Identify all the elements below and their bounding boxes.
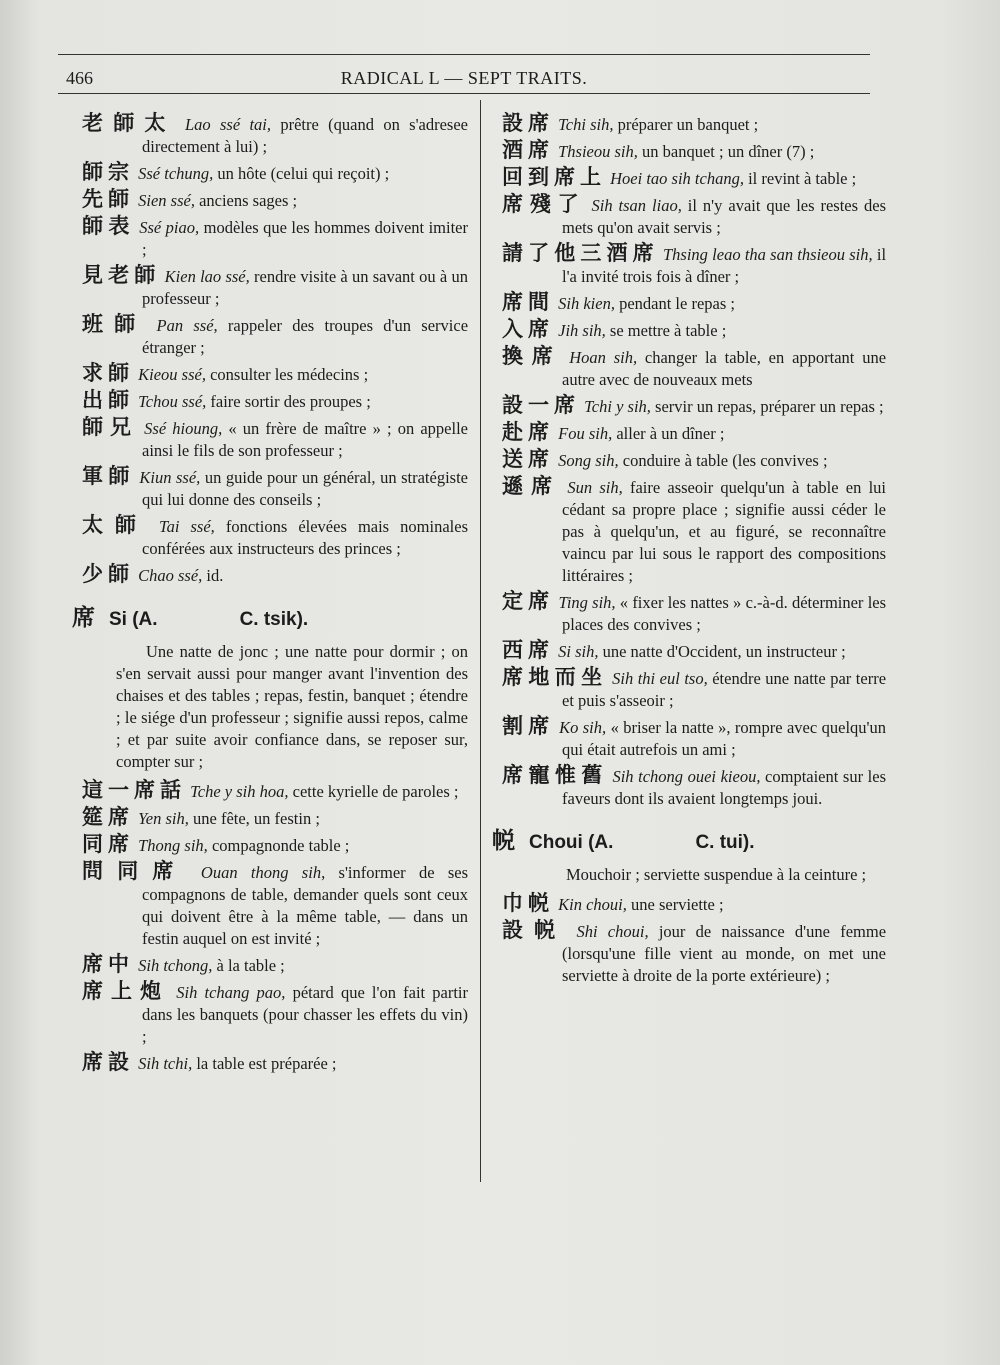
entry-definition: rappeler des troupes d'un service étranger ; <box>142 316 469 357</box>
entry-chinese: 席間 <box>502 290 554 314</box>
entry-chinese: 先師 <box>82 187 134 211</box>
dictionary-entry <box>72 161 468 185</box>
entry-chinese: 赴席 <box>502 420 554 444</box>
entry-romanization: Ssé hioung, <box>144 419 223 438</box>
entry-definition: à la table ; <box>212 956 285 975</box>
entry-definition: la table est préparée ; <box>192 1054 337 1073</box>
entry-romanization: Thsing leao tha san thsieou sih, <box>662 245 873 264</box>
dictionary-entry <box>72 188 468 212</box>
entry-chinese: 設一席 <box>502 393 580 417</box>
dictionary-entry <box>492 345 886 391</box>
dictionary-entry <box>492 112 886 136</box>
entry-romanization: Sih tchong ouei kieou, <box>612 767 761 786</box>
dictionary-entry <box>492 139 886 163</box>
entry-definition: une serviette ; <box>626 895 724 914</box>
entry-chinese: 設帨 <box>502 918 567 942</box>
entry-definition: servir un repas, préparer un repas ; <box>650 397 884 416</box>
entry-definition: faire asseoir quelqu'un à table en lui cédant sa propre place ; signifie aussi céder le pas à quelqu'un, et au figuré, se reconnaître vaincu par lui sous le rapport des compositions littéraires ; <box>562 478 886 585</box>
entry-definition: se mettre à table ; <box>605 321 727 340</box>
entry-chinese: 請了他三酒席 <box>502 241 659 265</box>
entry-chinese: 班師 <box>82 312 147 336</box>
entry-definition: aller à un dîner ; <box>612 424 725 443</box>
entry-romanization: Hoan sih, <box>569 348 638 367</box>
dictionary-entry <box>492 892 886 916</box>
entry-definition: rendre visite à un savant ou à un professeur ; <box>142 267 468 308</box>
entry-chinese: 太師 <box>82 513 148 537</box>
entry-definition: comptaient sur les faveurs dont ils avaient longtemps joui. <box>562 767 887 808</box>
dictionary-entry <box>72 860 468 950</box>
dictionary-entry <box>492 421 886 445</box>
dictionary-entry <box>492 715 886 761</box>
entry-list-right-bottom <box>492 892 886 987</box>
dictionary-entry <box>72 563 468 587</box>
headword-si <box>72 607 468 631</box>
entry-romanization: Thong sih, <box>138 836 208 855</box>
dictionary-entry <box>72 416 468 462</box>
headword-character: 帨 <box>492 828 515 854</box>
dictionary-entry <box>72 215 468 261</box>
dictionary-entry <box>72 779 468 803</box>
dictionary-entry <box>492 475 886 587</box>
entry-definition: fonctions élevées mais nominales conférées aux instructeurs des princes ; <box>142 517 468 558</box>
headword-definition: Mouchoir ; serviette suspendue à la ceinture ; <box>566 865 867 884</box>
dictionary-entry <box>492 639 886 663</box>
entry-list-right <box>492 112 886 810</box>
dictionary-entry <box>72 806 468 830</box>
header-title: RADICAL L — SEPT TRAITS. <box>340 68 588 88</box>
entry-romanization: Yen sih, <box>138 809 189 828</box>
entry-romanization: Ting sih, <box>558 593 616 612</box>
dictionary-entry <box>72 389 468 413</box>
entry-chinese: 席殘了 <box>502 192 586 216</box>
entry-definition: jour de naissance d'une femme (lorsqu'une fille vient au monde, on met une serviette à droite de la porte extérieure) ; <box>562 922 887 985</box>
right-column <box>492 112 886 990</box>
dictionary-entry <box>492 291 886 315</box>
page-number: 466 <box>66 68 93 88</box>
headword-cantonese: C. tui). <box>695 832 755 853</box>
entry-chinese: 席寵惟舊 <box>502 763 608 787</box>
entry-romanization: Thsieou sih, <box>558 142 638 161</box>
headword-character: 席 <box>72 605 95 631</box>
dictionary-entry <box>492 193 886 239</box>
dictionary-entry <box>492 919 886 987</box>
entry-romanization: Sih thi eul tso, <box>612 669 708 688</box>
entry-romanization: Sih tchi, <box>138 1054 193 1073</box>
dictionary-entry <box>72 980 468 1048</box>
entry-chinese: 出師 <box>82 388 134 412</box>
entry-definition: changer la table, en apportant une autre avec de nouveaux mets <box>562 348 887 389</box>
entry-definition: consulter les médecins ; <box>205 365 369 384</box>
entry-romanization: Kiun ssé, <box>139 468 201 487</box>
entry-definition: prêtre (quand on s'adresee directement à lui) ; <box>142 115 469 156</box>
entry-definition: une natte d'Occident, un instructeur ; <box>598 642 846 661</box>
entry-romanization: Shi choui, <box>576 922 649 941</box>
entry-romanization: Sih tsan liao, <box>591 196 682 215</box>
entry-definition: faire sortir des proupes ; <box>206 392 371 411</box>
entry-definition: « fixer les nattes » c.-à-d. déterminer les places des convives ; <box>562 593 887 634</box>
entry-chinese: 老師太 <box>82 111 176 135</box>
entry-chinese: 割席 <box>502 714 555 738</box>
entry-definition: s'informer de ses compagnons de table, demander quels sont ceux qui doivent être à la même table, — dans un festin auquel on est invité ; <box>142 863 469 948</box>
entry-romanization: Chao ssé, <box>138 566 203 585</box>
entry-chinese: 送席 <box>502 447 554 471</box>
entry-definition: « briser la natte », rompre avec quelqu'un qui était autrefois un ami ; <box>562 718 887 759</box>
entry-list-bottom <box>72 779 468 1075</box>
entry-chinese: 設席 <box>502 111 554 135</box>
entry-chinese: 師宗 <box>82 160 134 184</box>
entry-definition: anciens sages ; <box>194 191 298 210</box>
entry-romanization: Ssé tchung, <box>138 164 214 183</box>
entry-chinese: 西席 <box>502 638 554 662</box>
entry-definition: id. <box>202 566 224 585</box>
entry-chinese: 回到席上 <box>502 165 606 189</box>
dictionary-entry <box>492 242 886 288</box>
entry-romanization: Ouan thong sih, <box>200 863 326 882</box>
entry-romanization: Sien ssé, <box>138 191 195 210</box>
entry-chinese: 席上炮 <box>82 979 170 1003</box>
entry-romanization: Tchi y sih, <box>584 397 651 416</box>
entry-definition: « un frère de maître » ; on appelle ainsi le fils de son professeur ; <box>142 419 469 460</box>
entry-chinese: 席設 <box>82 1050 134 1074</box>
headword-cantonese: C. tsik). <box>239 609 309 630</box>
headword-romanization: Si (A. <box>109 609 158 630</box>
dictionary-entry <box>72 953 468 977</box>
entry-chinese: 席中 <box>82 952 134 976</box>
dictionary-entry <box>492 666 886 712</box>
entry-definition: préparer un banquet ; <box>613 115 759 134</box>
entry-definition: une fête, un festin ; <box>188 809 320 828</box>
entry-definition: un hôte (celui qui reçoit) ; <box>213 164 390 183</box>
entry-chinese: 換席 <box>502 344 562 368</box>
dictionary-entry <box>492 590 886 636</box>
entry-romanization: Kin choui, <box>558 895 627 914</box>
left-column <box>72 112 468 1078</box>
dictionary-entry <box>72 264 468 310</box>
entry-romanization: Tche y sih hoa, <box>190 782 289 801</box>
entry-chinese: 這一席話 <box>82 778 186 802</box>
entry-chinese: 少師 <box>82 562 134 586</box>
entry-definition: pétard que l'on fait partir dans les banquets (pour chasser les effets du vin) ; <box>142 983 469 1046</box>
entry-list-top <box>72 112 468 587</box>
headword-romanization: Choui (A. <box>529 832 614 853</box>
entry-romanization: Song sih, <box>558 451 619 470</box>
entry-romanization: Fou sih, <box>558 424 613 443</box>
dictionary-entry <box>492 448 886 472</box>
entry-romanization: Ko sih, <box>559 718 607 737</box>
entry-chinese: 問同席 <box>82 859 188 883</box>
entry-definition: il n'y avait que les restes des mets qu'on avait servis ; <box>562 196 887 237</box>
entry-romanization: Tchou ssé, <box>138 392 207 411</box>
entry-definition: il l'a invité trois fois à dîner ; <box>562 245 887 286</box>
dictionary-entry <box>492 166 886 190</box>
entry-romanization: Kien lao ssé, <box>164 267 250 286</box>
entry-romanization: Hoei tao sih tchang, <box>610 169 744 188</box>
entry-chinese: 遜席 <box>502 474 561 498</box>
entry-romanization: Sih tchang pao, <box>176 983 286 1002</box>
entry-chinese: 席地而坐 <box>502 665 608 689</box>
entry-definition: un guide pour un général, un stratégiste qui lui donne des conseils ; <box>142 468 469 509</box>
entry-chinese: 定席 <box>502 589 555 613</box>
entry-definition: un banquet ; un dîner (7) ; <box>637 142 815 161</box>
entry-chinese: 酒席 <box>502 138 554 162</box>
entry-romanization: Sih tchong, <box>138 956 213 975</box>
entry-romanization: Jih sih, <box>558 321 606 340</box>
entry-romanization: Tai ssé, <box>158 517 215 536</box>
entry-chinese: 筵席 <box>82 805 134 829</box>
entry-romanization: Tchi sih, <box>558 115 614 134</box>
entry-romanization: Sun sih, <box>567 478 623 497</box>
entry-definition: étendre une natte par terre et puis s'asseoir ; <box>562 669 887 710</box>
entry-romanization: Si sih, <box>558 642 599 661</box>
entry-romanization: Ssé piao, <box>139 218 200 237</box>
dictionary-entry <box>72 465 468 511</box>
entry-chinese: 巾帨 <box>502 891 554 915</box>
dictionary-entry <box>492 318 886 342</box>
entry-chinese: 軍師 <box>82 464 135 488</box>
entry-definition: compagnonde table ; <box>207 836 350 855</box>
entry-chinese: 同席 <box>82 832 134 856</box>
dictionary-entry <box>492 394 886 418</box>
entry-definition: cette kyrielle de paroles ; <box>288 782 459 801</box>
entry-definition: modèles que les hommes doivent imiter ; <box>142 218 468 259</box>
entry-romanization: Kieou ssé, <box>138 365 206 384</box>
entry-definition: il revint à table ; <box>743 169 857 188</box>
entry-definition: pendant le repas ; <box>614 294 735 313</box>
headword-choui <box>492 830 886 854</box>
entry-chinese: 師表 <box>82 214 135 238</box>
entry-romanization: Sih kien, <box>558 294 615 313</box>
dictionary-entry <box>492 764 886 810</box>
headword-definition: Une natte de jonc ; une natte pour dormir ; on s'en servait aussi pour manger avant l'invention des chaises et des tables ; repas, festin, banquet ; étendre ; le siége d'un professeur ; signifie aussi repos, calme ; et par suite avoir confiance dans, se reposer sur, compter sur ; <box>116 642 468 771</box>
entry-chinese: 入席 <box>502 317 554 341</box>
entry-definition: conduire à table (les convives ; <box>618 451 828 470</box>
entry-chinese: 見老師 <box>82 263 161 287</box>
entry-chinese: 求師 <box>82 361 134 385</box>
running-header <box>58 54 870 94</box>
dictionary-entry <box>72 1051 468 1075</box>
column-divider <box>480 100 481 1182</box>
dictionary-entry <box>72 112 468 158</box>
dictionary-entry <box>72 362 468 386</box>
dictionary-entry <box>72 833 468 857</box>
dictionary-entry <box>72 313 468 359</box>
dictionary-entry <box>72 514 468 560</box>
entry-romanization: Lao ssé tai, <box>184 115 272 134</box>
entry-romanization: Pan ssé, <box>156 316 218 335</box>
entry-chinese: 師兄 <box>82 415 139 439</box>
